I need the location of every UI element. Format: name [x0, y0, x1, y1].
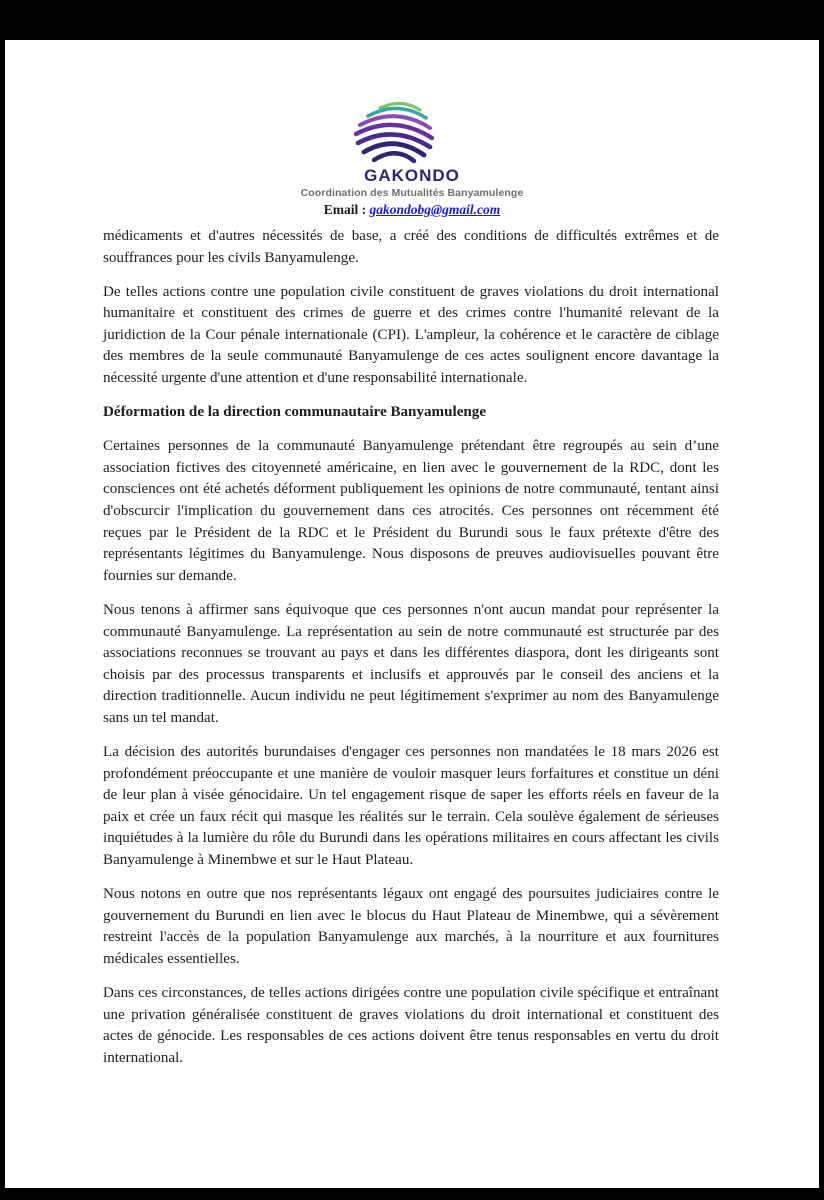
paragraph-3: Certaines personnes de la communauté Banyamulenge prétendant être regroupés au sein d’une association fictives des citoyenneté américaine, en lien avec le gouvernement de la RDC, dont les consciences ont été achetés déforment publiquement les opinions de notre communauté, tentant ainsi d'obscurcir l'implication du gouvernement dans ces atrocités. Ces personnes ont récemment été reçues par le Président de la RDC et le Président du Burundi sous le faux prétexte d'être des représentants légitimes du Banyamulenge. Nous disposons de preuves audiovisuelles pouvant être fournies sur demande. [103, 438, 719, 584]
paragraph-7: Dans ces circonstances, de telles actions dirigées contre une population civile spécifique et entraînant une privation généralisée constituent de graves violations du droit international et constituent des actes de génocide. Les responsables de ces actions doivent être tenus responsables en vertu du droit international. [103, 984, 719, 1066]
brand-name: GAKONDO [364, 166, 460, 185]
gakondo-logo-icon [350, 100, 436, 164]
email-label: Email : [323, 202, 367, 217]
brand-subtitle: Coordination des Mutualités Banyamulenge [300, 187, 524, 199]
email-line [5, 202, 819, 218]
section-heading: Déformation de la direction communautaire Banyamulenge [103, 404, 487, 421]
document-page [5, 40, 819, 1188]
email-link[interactable]: gakondobg@gmail.com [369, 202, 501, 217]
screen-top-bar [0, 0, 824, 40]
paragraph-5: La décision des autorités burundaises d'engager ces personnes non mandatées le 18 mars 2026 est profondément préoccupante et une manière de vouloir masquer leurs forfaitures et constitue un déni de leur plan à visée génocidaire. Un tel engagement risque de saper les efforts réels en faveur de la paix et crée un faux récit qui masque les réalités sur le terrain. Cela soulève également de sérieuses inquiétudes à la lumière du rôle du Burundi dans les opérations militaires en cours affectant les civils Banyamulenge à Minembwe et sur le Haut Plateau. [103, 743, 719, 868]
paragraph-2: De telles actions contre une population civile constituent de graves violations du droit international humanitaire et constituent des crimes de guerre et des crimes contre l'humanité relevant de la juridiction de la Cour pénale internationale (CPI). L'ampleur, la cohérence et le caractère de ciblage des membres de la seule communauté Banyamulenge de ces actes soulignent encore davantage la nécessité urgente d'une attention et d'une responsabilité internationale. [103, 283, 719, 387]
letter-body [103, 226, 719, 1082]
paragraph-4: Nous tenons à affirmer sans équivoque que ces personnes n'ont aucun mandat pour représenter la communauté Banyamulenge. La représentation au sein de notre communauté est structurée par des associations reconnues se trouvant au pays et dans les différentes diaspora, dont les dirigeants sont choisis par des processus transparents et inclusifs et approuvés par le conseil des anciens et la direction traditionnelle. Aucun individu ne peut légitimement s'exprimer au nom des Banyamulenge sans un tel mandat. [103, 601, 719, 726]
paragraph-6: Nous notons en outre que nos représentants légaux ont engagé des poursuites judiciaires contre le gouvernement du Burundi en lien avec le blocus du Haut Plateau de Minembwe, qui a sévèrement restreint l'accès de la population Banyamulenge aux marchés, à la nourriture et aux fournitures médicales essentielles. [103, 886, 719, 967]
paragraph-1: médicaments et d'autres nécessités de base, a créé des conditions de difficultés extrêmes et de souffrances pour les civils Banyamulenge. [103, 228, 719, 266]
